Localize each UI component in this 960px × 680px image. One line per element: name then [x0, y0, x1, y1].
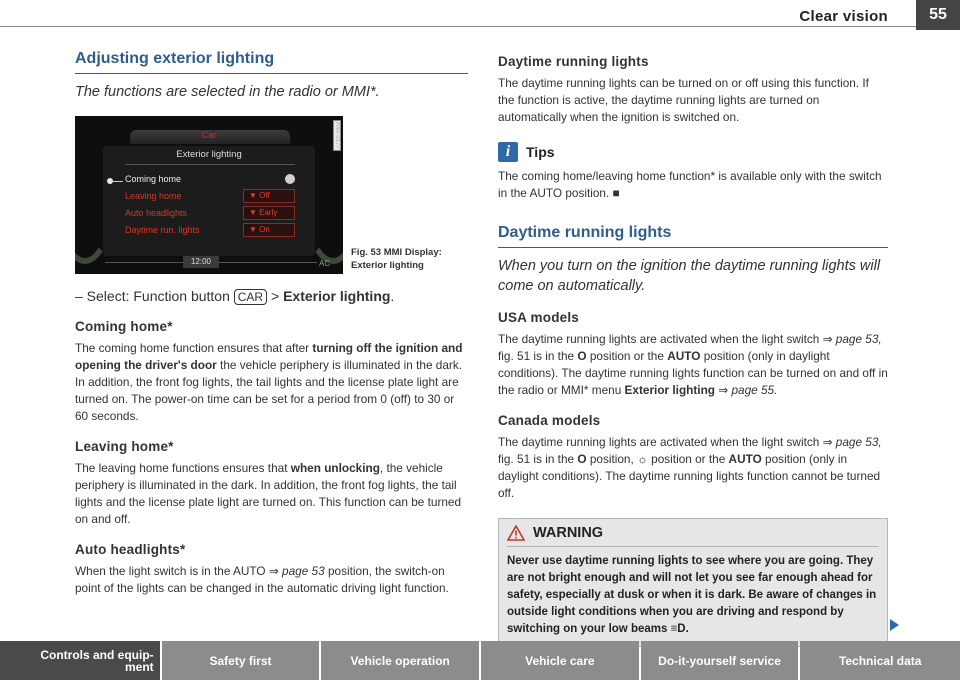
screen-menu-item: Leaving home: [125, 191, 182, 201]
select-instruction: [75, 288, 468, 305]
canada-models-text: [498, 434, 888, 502]
chapter-title: Clear vision: [799, 8, 888, 25]
drl-text: The daytime running lights can be turned on or off using this function. If the function is active, the daytime running lights are turned on automatically when the ignition is switched on.: [498, 76, 869, 124]
tab-technical-data[interactable]: Technical data: [800, 641, 960, 680]
tips-label: Tips: [526, 144, 555, 160]
text-segment: position or the: [589, 349, 664, 363]
coming-home-text: [75, 340, 468, 425]
warning-text: Never use daytime running lights to see where you are going. They are not bright enough and will not let you see far enough ahead for safety, especially at dusk or when it is dark. Be aware of changes in outside light conditions when you are driving and respond by switching on your low beams ≡D.: [507, 555, 877, 635]
figure-code: A4A-0177: [334, 122, 340, 149]
continue-arrow-icon: [890, 619, 899, 631]
text-segment: position, the switch-on point of the lights can be changed in the automatic driving light function.: [75, 564, 449, 595]
tips-text: The coming home/leaving home function* is available only with the switch in the AUTO position. ■: [498, 169, 882, 200]
heading-coming-home: Coming home*: [75, 319, 173, 334]
text-bold: when unlocking: [290, 461, 380, 475]
parking-light-icon: ☼: [637, 452, 648, 466]
tab-vehicle-operation[interactable]: Vehicle operation: [321, 641, 479, 680]
warning-box: [498, 518, 888, 647]
selection-line: [111, 181, 123, 182]
warning-triangle-icon: [507, 525, 525, 541]
heading-auto-headlights: Auto headlights*: [75, 542, 186, 557]
tab-vehicle-care[interactable]: Vehicle care: [481, 641, 639, 680]
page-reference-link[interactable]: ⇒ page 53,: [822, 332, 882, 346]
heading-leaving-home: Leaving home*: [75, 439, 174, 454]
screen-menu-item: Auto headlights: [125, 208, 188, 218]
caption-line1: Fig. 53 MMI Display:: [351, 247, 442, 258]
screen-subtitle: Exterior lighting: [176, 149, 242, 160]
text-bold: turning off the ignition and opening the driver's door: [75, 341, 463, 372]
tips-heading: [498, 142, 888, 162]
text-segment: The leaving home functions ensures that: [75, 461, 288, 475]
info-icon: i: [498, 142, 518, 162]
caption-line2: Exterior lighting: [351, 260, 424, 271]
page-number: 55: [916, 0, 960, 30]
heading-canada-models: Canada models: [498, 413, 601, 428]
text-segment: position,: [589, 452, 634, 466]
tab-do-it-yourself-service[interactable]: Do-it-yourself service: [641, 641, 799, 680]
screen-value-box: ▼ Off: [243, 189, 295, 203]
select-end: .: [390, 288, 395, 304]
heading-usa-models: USA models: [498, 310, 580, 325]
right-column: [498, 50, 888, 647]
scroll-knob-icon: [285, 174, 295, 184]
warning-label: WARNING: [533, 525, 604, 541]
text-segment: The coming home function ensures that after: [75, 341, 310, 355]
text-bold: O: [577, 349, 587, 363]
screen-title: Car: [201, 130, 217, 140]
text-segment: fig. 51 is in the: [498, 349, 575, 363]
select-target: Exterior lighting: [283, 288, 391, 304]
text-segment: fig. 51 is in the: [498, 452, 575, 466]
auto-headlights-text: [75, 563, 468, 597]
screen-menu-item: Daytime run. lights: [125, 225, 200, 235]
text-segment: The daytime running lights are activated when the light switch: [498, 435, 820, 449]
figure-caption: [351, 246, 442, 272]
text-bold: AUTO: [667, 349, 701, 363]
select-separator: >: [267, 288, 284, 304]
text-segment: position or the: [651, 452, 726, 466]
figure-mmi-display: [75, 116, 468, 276]
left-column: [75, 50, 468, 597]
screen-value-box: ▼ Early: [243, 206, 295, 220]
text-segment: position (only in daylight conditions). The daytime running lights function cannot be turned off.: [498, 452, 881, 500]
screen-ac-label: AC: [319, 259, 331, 268]
text-segment: , the vehicle periphery is illuminated in the dark. In addition, the front fog lights, the tail lights and the license plate light are turned on. This function can be turned on and off.: [75, 461, 462, 526]
text-bold: O: [577, 452, 587, 466]
screen-value-box: ▼ On: [243, 223, 295, 237]
screen-divider: [125, 164, 295, 165]
usa-models-text: [498, 331, 888, 399]
tab-safety-first[interactable]: Safety first: [162, 641, 320, 680]
heading-drl: Daytime running lights: [498, 54, 649, 69]
section-title-daytime-running-lights: Daytime running lights: [498, 224, 888, 248]
leaving-home-text: [75, 460, 468, 528]
tab-controls-and-equipment[interactable]: Controls and equip- ment: [0, 641, 160, 680]
section-title-exterior-lighting: Adjusting exterior lighting: [75, 50, 468, 74]
text-segment: The daytime running lights are activated when the light switch: [498, 332, 820, 346]
intro-text-drl: When you turn on the ignition the daytime running lights will come on automatically.: [498, 258, 881, 294]
select-prefix: – Select: Function button: [75, 288, 230, 304]
text-bold: Exterior lighting: [624, 383, 715, 397]
page-reference-link[interactable]: ⇒ page 53: [268, 564, 325, 578]
text-bold: AUTO: [728, 452, 762, 466]
header-rule: [0, 26, 922, 27]
text-segment: the vehicle periphery is illuminated in the dark. In addition, the front fog lights, the tail lights and the license plate light are turned on. The power-on time can be set for a period from 0 (off) to 30 or 60 seconds.: [75, 358, 463, 423]
page-reference-link[interactable]: ⇒ page 53,: [822, 435, 882, 449]
car-key-button: CAR: [234, 289, 267, 305]
mmi-screen-image: [75, 116, 343, 274]
screen-menu-item: Coming home: [125, 174, 182, 184]
screen-clock: 12:00: [183, 256, 219, 268]
text-segment: When the light switch is in the AUTO: [75, 564, 266, 578]
text-segment: position (only in daylight conditions). The daytime running lights function can be turned on and off in the radio or MMI* menu: [498, 349, 888, 397]
footer-nav: [0, 641, 960, 680]
page-reference-link[interactable]: ⇒ page 55.: [718, 383, 778, 397]
intro-text: The functions are selected in the radio or MMI*.: [75, 84, 380, 100]
warning-heading: [507, 525, 879, 547]
